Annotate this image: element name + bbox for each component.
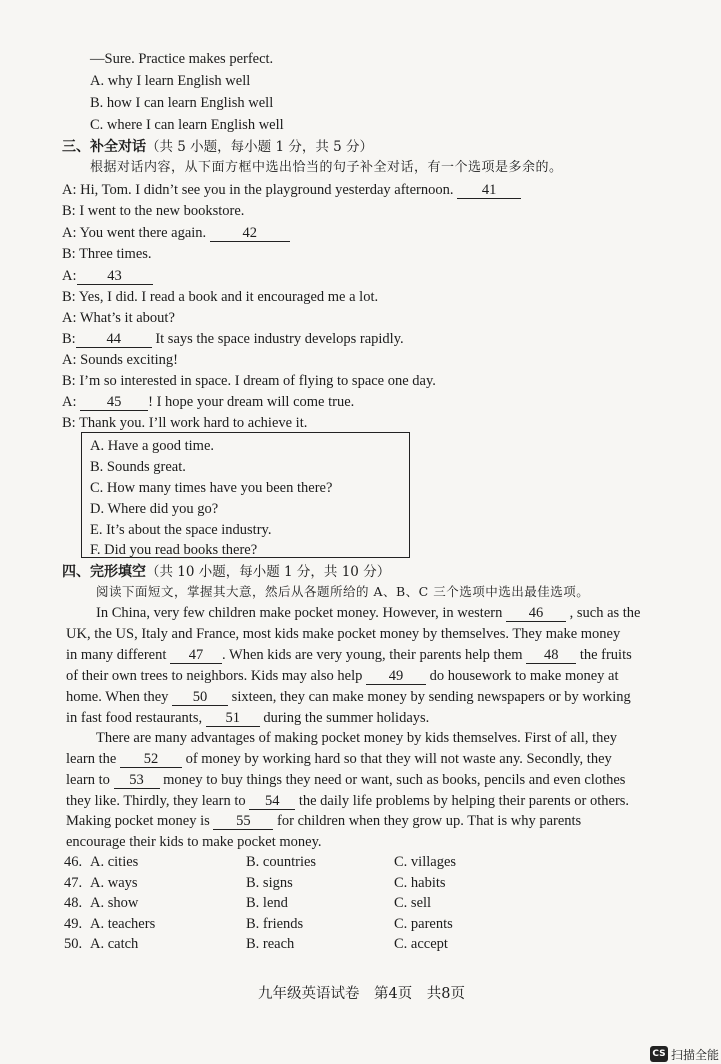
passage-line <box>66 667 619 685</box>
scanner-label: 扫描全能 <box>670 1047 719 1062</box>
choice-c: C. sell <box>394 895 432 911</box>
section4-instruction: 阅读下面短文，掌握其大意，然后从各题所给的 A、B、C 三个选项中选出最佳选项。 <box>96 584 590 599</box>
passage-line <box>66 646 632 664</box>
passage-text: during the summer holidays. <box>259 710 430 726</box>
camscanner-logo-icon: CS <box>650 1046 668 1062</box>
page-footer: 九年级英语试卷 第4页 共8页 <box>258 986 465 1002</box>
passage-line: There are many advantages of making pocket money by kids themselves. First of all, they <box>96 730 618 746</box>
dialogue-line-44 <box>62 330 404 348</box>
passage-text: in fast food restaurants, <box>66 710 206 726</box>
choice-b: B. countries <box>246 854 317 870</box>
choice-a: A. teachers <box>90 916 156 932</box>
passage-text: of their own trees to neighbors. Kids may also help <box>66 668 367 684</box>
section3-title: 三、补全对话 <box>62 139 146 155</box>
blank-52: 52 <box>120 751 182 768</box>
choice-num: 50. <box>64 936 83 952</box>
passage-text: the fruits <box>576 647 632 663</box>
passage-text: for children when they grow up. That is why parents <box>273 813 582 829</box>
dialogue-text: A: <box>62 394 81 410</box>
blank-47: 47 <box>170 647 222 664</box>
box-option-b: B. Sounds great. <box>90 459 186 475</box>
dialogue-line-41 <box>62 181 521 199</box>
dialogue-line-45 <box>62 393 354 411</box>
passage-line <box>66 709 429 727</box>
passage-text: sixteen, they can make money by sending newspapers or by working <box>228 689 631 705</box>
dialogue-text: A: You went there again. <box>62 225 210 241</box>
dialogue-line: A: What’s it about? <box>62 310 175 326</box>
passage-text: of money by working hard so that they will not waste any. Secondly, they <box>181 751 612 767</box>
passage-line <box>66 688 631 706</box>
choice-a: A. catch <box>90 936 139 952</box>
dialogue-text: A: <box>62 268 77 284</box>
passage-line: UK, the US, Italy and France, most kids make pocket money by themselves. They make money <box>66 626 621 642</box>
prev-option-b: B. how I can learn English well <box>90 95 274 111</box>
dialogue-line: B: I’m so interested in space. I dream of flying to space one day. <box>62 373 436 389</box>
dialogue-text: ! I hope your dream will come true. <box>148 394 355 410</box>
blank-53: 53 <box>114 772 160 789</box>
passage-text: learn to <box>66 772 114 788</box>
prev-option-c: C. where I can learn English well <box>90 117 284 133</box>
passage-line <box>66 792 629 810</box>
choice-c: C. villages <box>394 854 457 870</box>
blank-45: 45 <box>80 394 148 411</box>
blank-50: 50 <box>172 689 228 706</box>
passage-text: in many different <box>66 647 171 663</box>
blank-42: 42 <box>210 225 290 242</box>
passage-text: Making pocket money is <box>66 813 214 829</box>
choice-a: A. ways <box>90 875 138 891</box>
box-option-c: C. How many times have you been there? <box>90 480 333 496</box>
blank-48: 48 <box>526 647 576 664</box>
blank-51: 51 <box>206 710 260 727</box>
passage-line <box>66 812 581 830</box>
section4-heading <box>62 563 390 581</box>
choice-b: B. reach <box>246 936 295 952</box>
blank-46: 46 <box>506 605 566 622</box>
passage-text: money to buy things they need or want, such as books, pencils and even clothes <box>159 772 626 788</box>
passage-line <box>66 771 625 789</box>
dialogue-line: B: Thank you. I’ll work hard to achieve it. <box>62 415 308 431</box>
passage-text: learn the <box>66 751 120 767</box>
passage-text: home. When they <box>66 689 173 705</box>
passage-text: they like. Thirdly, they learn to <box>66 793 250 809</box>
choice-num: 47. <box>64 875 83 891</box>
dialogue-text: B: <box>62 331 76 347</box>
passage-text: . When kids are very young, their parents help them <box>222 647 527 663</box>
dialogue-line: B: I went to the new bookstore. <box>62 203 245 219</box>
choice-num: 46. <box>64 854 83 870</box>
scanner-watermark <box>650 1044 719 1064</box>
passage-text: the daily life problems by helping their parents or others. <box>295 793 630 809</box>
passage-line: encourage their kids to make pocket money. <box>66 834 322 850</box>
dialogue-line-43 <box>62 267 153 285</box>
choice-b: B. signs <box>246 875 293 891</box>
choice-c: C. habits <box>394 875 446 891</box>
choice-a: A. cities <box>90 854 139 870</box>
dialogue-line: A: Sounds exciting! <box>62 352 178 368</box>
choice-b: B. friends <box>246 916 304 932</box>
choice-b: B. lend <box>246 895 288 911</box>
dialogue-text: A: Hi, Tom. I didn’t see you in the playground yesterday afternoon. <box>62 182 458 198</box>
passage-line <box>96 604 640 622</box>
passage-text: In China, very few children make pocket money. However, in western <box>96 605 506 621</box>
blank-44: 44 <box>76 331 152 348</box>
dialogue-text: It says the space industry develops rapidly. <box>151 331 404 347</box>
passage-line <box>66 750 612 768</box>
prev-question-stem: —Sure. Practice makes perfect. <box>90 51 274 67</box>
blank-54: 54 <box>249 793 295 810</box>
options-box <box>81 432 410 558</box>
passage-text: , such as the <box>565 605 641 621</box>
blank-43: 43 <box>77 268 153 285</box>
passage-text: do housework to make money at <box>426 668 619 684</box>
box-option-d: D. Where did you go? <box>90 501 219 517</box>
box-option-e: E. It’s about the space industry. <box>90 522 272 538</box>
section3-note: （共 5 小题，每小题 1 分，共 5 分） <box>146 139 374 155</box>
choice-num: 49. <box>64 916 83 932</box>
choice-a: A. show <box>90 895 139 911</box>
dialogue-line: B: Three times. <box>62 246 152 262</box>
section3-instruction: 根据对话内容，从下面方框中选出恰当的句子补全对话，有一个选项是多余的。 <box>90 160 563 175</box>
dialogue-line: B: Yes, I did. I read a book and it encouraged me a lot. <box>62 289 379 305</box>
blank-41: 41 <box>457 182 521 199</box>
choice-c: C. parents <box>394 916 453 932</box>
blank-55: 55 <box>213 813 273 830</box>
box-option-f: F. Did you read books there? <box>90 542 258 558</box>
prev-option-a: A. why I learn English well <box>90 73 251 89</box>
choice-num: 48. <box>64 895 83 911</box>
choice-c: C. accept <box>394 936 448 952</box>
blank-49: 49 <box>366 668 426 685</box>
section4-note: （共 10 小题，每小题 1 分，共 10 分） <box>146 564 391 580</box>
dialogue-line-42 <box>62 224 290 242</box>
box-option-a: A. Have a good time. <box>90 438 215 454</box>
section4-title: 四、完形填空 <box>62 564 146 580</box>
section3-heading <box>62 138 373 156</box>
